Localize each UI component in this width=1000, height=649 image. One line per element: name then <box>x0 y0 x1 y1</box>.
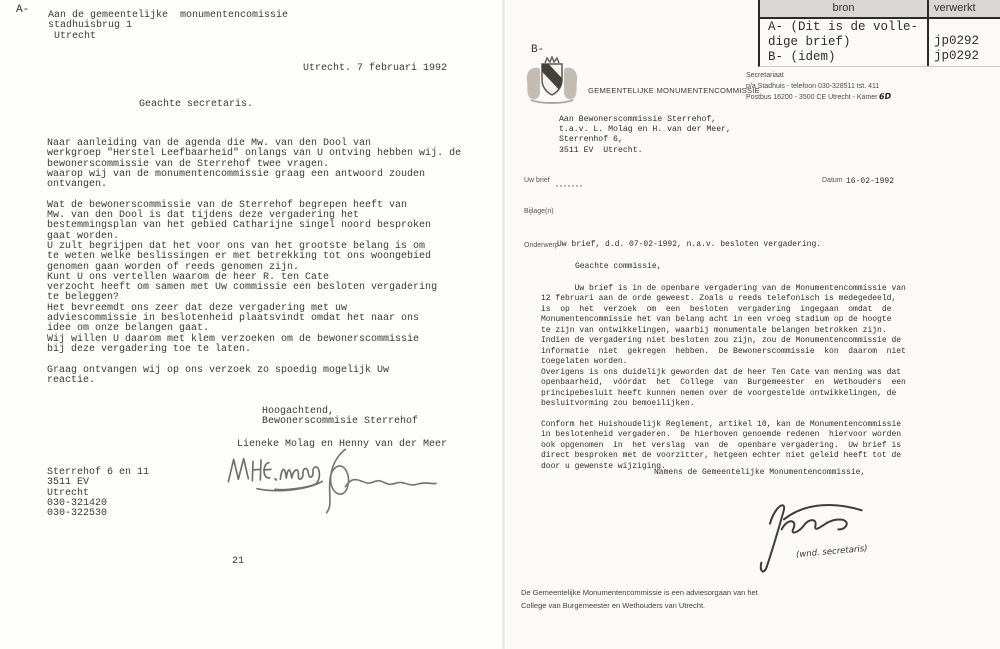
text-line: 3511 EV Utrecht. <box>559 145 643 155</box>
signature-function-note: (wnd. secretaris) <box>795 543 868 561</box>
text-line: direct besproken met de voorzitter, hetgeen echter niet geleid heeft tot de <box>541 451 902 461</box>
routing-stamp-table <box>758 0 1000 67</box>
text-line: Wat de bewonerscommissie van de Sterrehof begrepen heeft van <box>47 199 408 211</box>
text-line: Sterrenhof 6, <box>559 135 623 145</box>
text-line: Naar aanleiding van de agenda die Mw. van den Dool van <box>47 138 372 149</box>
text-line: openbaarheid, vóórdat het College van Burgemeester en Wethouders een <box>541 378 906 388</box>
text-line: genomen gaan worden of reeds genomen zijn. <box>47 261 300 273</box>
text-line: p/a Stadhuis - telefoon 030-328511 tst. 411 <box>746 82 880 90</box>
dateline: Utrecht. 7 februari 1992 <box>303 63 448 74</box>
recipient-address <box>559 115 731 156</box>
text-line: verzocht heeft om samen met Uw commissie een besloten vergadering <box>47 282 438 294</box>
text-line: reactie. <box>47 374 96 386</box>
text-line: Aan de gemeentelijke monumentencomissie <box>48 10 289 21</box>
text-line: Graag ontvangen wij op ons verzoek zo spoedig mogelijk Uw <box>47 364 390 376</box>
text-line: 12 februari aan de orde geweest. Zoals u reeds telefonisch is medegedeeld, <box>541 294 897 304</box>
handwritten-signature-molag <box>225 450 325 495</box>
uw-brief-label: Uw brief <box>524 177 550 184</box>
closing-block <box>262 407 418 428</box>
text-line: 3511 EV <box>47 477 90 489</box>
letter-body <box>541 284 906 472</box>
text-line: informatie niet gekregen hebben. De Bewonerscommissie kon daarom niet <box>541 346 906 356</box>
text-line <box>541 409 906 419</box>
postbus-text: Postbus 16200 - 3500 CE Utrecht - Kamer <box>746 94 880 101</box>
text-line: gaat worden. <box>47 230 120 242</box>
stamp-table-header <box>760 0 1000 19</box>
text-line: Utrecht <box>47 487 90 499</box>
salutation: Geachte commissie, <box>575 262 662 271</box>
text-line: 030-322530 <box>47 508 108 520</box>
signed-names: Lieneke Molag en Henny van der Meer <box>237 439 448 450</box>
text-line: Het bevreemdt ons zeer dat deze vergadering met uw <box>47 302 348 314</box>
text-line: bij deze vergadering toe te laten. <box>47 343 252 355</box>
text-line: College van Burgemeester en Wethouders van Utrecht. <box>521 600 706 610</box>
text-line: te zijn van ontwikkelingen, waarbij monumentale belangen betrokken zijn. <box>541 325 887 335</box>
text-line: Bewonerscommisie Sterrehof <box>262 416 419 428</box>
onderwerp-value: Uw brief, d.d. 07-02-1992, n.a.v. besloten vergadering. <box>557 240 822 249</box>
text-line: 030-321420 <box>47 497 108 509</box>
corner-label-a: A- <box>16 4 30 16</box>
stamp-header-verwerkt: verwerkt <box>934 2 976 14</box>
text-line: adviescommissie in beslotenheid plaatsvindt omdat het naar ons <box>47 313 420 325</box>
handwritten-signature-secretary <box>750 492 885 577</box>
organization-name: GEMEENTELIJKE MONUMENTENCOMMISSIE <box>588 86 760 95</box>
pencil-marks <box>556 181 582 187</box>
text-line: besluitvorming zou bemoeilijken. <box>541 398 695 408</box>
bijlagen-label: Bijlage(n) <box>524 208 554 215</box>
handwritten-signature-meer <box>312 440 442 515</box>
text-line: door u gewenste wijziging. <box>541 461 666 471</box>
text-line: toegelaten worden. <box>541 357 628 367</box>
recipient-address <box>48 11 288 42</box>
text-line: Mw. van den Dool is dat tijdens deze vergadering het <box>47 210 360 222</box>
footer-note <box>521 587 758 612</box>
text-line: Indien de vergadering niet besloten zou zijn, zou de Monumentencommissie de <box>541 336 902 346</box>
text-line: werkgroep "Herstel Leefbaarheid" onlangs van U ontving hebben wij. de <box>47 148 462 160</box>
corner-label-b: B- <box>531 44 545 56</box>
text-line: principebesluit heeft kunnen nemen over de voorgestelde ontwikkelingen, de <box>541 388 897 398</box>
letter-body <box>47 139 461 386</box>
text-line: bewonerscommissie van de Sterrehof twee vragen. <box>47 158 330 170</box>
text-line: jp0292 <box>934 34 980 48</box>
text-line: jp0292 <box>934 49 980 63</box>
secretariat-postbus-line <box>746 92 892 104</box>
page-seam <box>502 0 505 649</box>
text-line: ontvangen. <box>47 179 108 191</box>
datum-value: 16-02-1992 <box>846 177 895 186</box>
text-line: Wij willen U daarom met klem verzoeken om de bewonerscommissie <box>47 333 420 345</box>
text-line: Sterrehof 6 en 11 <box>47 467 150 478</box>
text-line: Hoogachtend, <box>262 406 335 417</box>
text-line: is op het verzoek om een besloten vergadering ingegaan omdat de <box>541 304 892 314</box>
text-line: idee om onze belangen gaat. <box>47 323 210 335</box>
text-line: te beleggen? <box>47 292 120 304</box>
text-line: dige brief) <box>768 35 851 49</box>
text-line <box>47 355 461 365</box>
text-line: U zult begrijpen dat het voor ons van het grootste belang is om <box>47 240 426 252</box>
text-line: in beslotenheid vergaderen. De hierboven genoemde redenen hiervoor worden <box>541 430 902 440</box>
text-line: B- (idem) <box>768 50 836 64</box>
secretariat-block <box>746 71 879 92</box>
utrecht-coat-of-arms-icon <box>523 56 581 104</box>
closing-line: Namens de Gemeentelijke Monumentencommissie, <box>654 468 866 477</box>
letter-b-page <box>504 0 1000 649</box>
datum-label: Datum <box>822 177 843 184</box>
text-line: Monumentencommissie het van belang acht in een vroeg stadium op de hoogte <box>541 315 892 325</box>
text-line: Aan Bewonerscommissie Sterrehof, <box>559 115 717 124</box>
sender-address <box>47 468 149 519</box>
onderwerp-label: Onderwerp <box>524 242 559 249</box>
text-line: Secretariaat <box>746 72 784 79</box>
text-line: bestemmingsplan van het gebied Catharijne singel noord besproken <box>47 220 432 232</box>
stamp-bron-cell <box>768 20 918 65</box>
text-line: Conform het Huishoudelijk Reglement, artikel 10, kan de Monumentencommissie <box>541 419 902 429</box>
text-line: Uw brief is in de openbare vergadering van de Monumentencommissie van <box>541 284 906 293</box>
salutation: Geachte secretaris. <box>139 99 254 110</box>
text-line: De Gemeentelijke Monumentencommissie is een adviesorgaan van het <box>521 588 758 597</box>
text-line: stadhuisbrug 1 <box>48 20 133 32</box>
text-line: Utrecht <box>48 30 97 42</box>
text-line: te weten welke beslissingen er met betrekking tot ons woongebied <box>47 251 432 263</box>
text-line: Overigens is ons duidelijk geworden dat de heer Ten Cate van mening was dat <box>541 367 902 377</box>
text-line: waarop wij van de monumentencommissie graag een antwoord zouden <box>47 168 426 180</box>
stamp-column-divider <box>927 0 929 66</box>
stamp-header-bron: bron <box>832 2 855 14</box>
text-line: A- (Dit is de volle- <box>768 20 919 34</box>
text-line: ook opgenomen in het verslag van de openbare vergadering. Uw brief is <box>541 440 902 450</box>
page-number: 21 <box>232 556 245 567</box>
stamp-verwerkt-cell <box>934 34 979 64</box>
text-line: t.a.v. L. Molag en H. van der Meer, <box>559 125 731 135</box>
kamer-handwritten-value: 6D <box>879 91 892 102</box>
text-line: Kunt U ons vertellen waarom de heer R. ten Cate <box>47 271 330 283</box>
